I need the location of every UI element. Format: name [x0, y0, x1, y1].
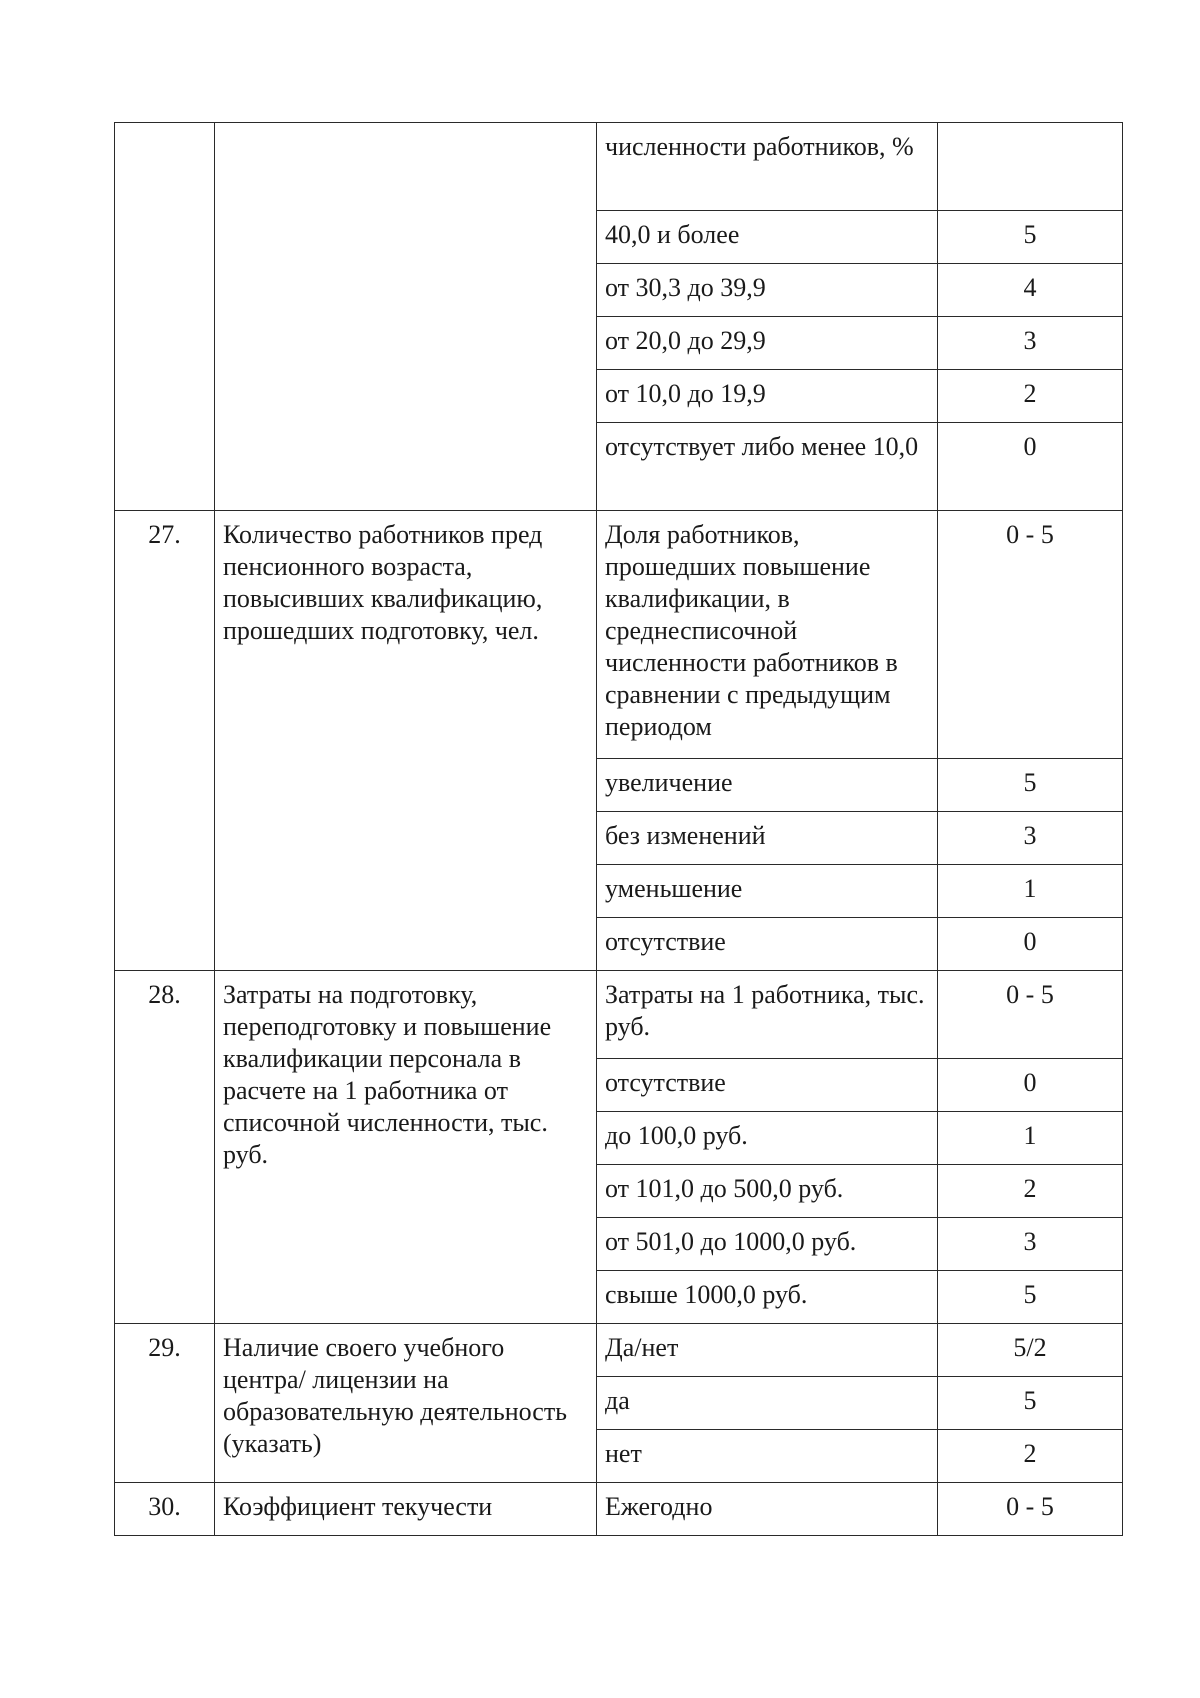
- criterion-cell: увеличение: [597, 759, 938, 812]
- criterion-cell: без изменений: [597, 812, 938, 865]
- table-row: [115, 1483, 1123, 1536]
- score-cell: 2: [938, 370, 1123, 423]
- criterion-cell: уменьшение: [597, 865, 938, 918]
- criterion-cell: отсутствие: [597, 1059, 938, 1112]
- criterion-cell: Да/нет: [597, 1324, 938, 1377]
- criterion-cell: да: [597, 1377, 938, 1430]
- criterion-cell: от 20,0 до 29,9: [597, 317, 938, 370]
- criterion-cell: 40,0 и более: [597, 211, 938, 264]
- score-cell: 2: [938, 1165, 1123, 1218]
- indicator-name: Количество работников пред пенсионного возраста, повысивших квалификацию, прошедших подготовку, чел.: [215, 511, 597, 971]
- indicator-name: Коэффициент текучести: [215, 1483, 597, 1536]
- criteria-table-body: [115, 123, 1123, 1536]
- criterion-cell: от 101,0 до 500,0 руб.: [597, 1165, 938, 1218]
- score-cell: 0 - 5: [938, 1483, 1123, 1536]
- criterion-cell: от 10,0 до 19,9: [597, 370, 938, 423]
- table-row: [115, 511, 1123, 759]
- score-cell: 0: [938, 1059, 1123, 1112]
- item-number: 29.: [115, 1324, 215, 1483]
- indicator-name: [215, 123, 597, 511]
- score-cell: 1: [938, 1112, 1123, 1165]
- criterion-cell: численности работников, %: [597, 123, 938, 211]
- score-cell: 5/2: [938, 1324, 1123, 1377]
- item-number: 28.: [115, 971, 215, 1324]
- criterion-cell: от 30,3 до 39,9: [597, 264, 938, 317]
- criterion-cell: Доля работников, прошедших повышение квалификации, в среднесписочной численности работников в сравнении с предыдущим периодом: [597, 511, 938, 759]
- criterion-cell: Затраты на 1 работника, тыс. руб.: [597, 971, 938, 1059]
- table-row: [115, 123, 1123, 211]
- item-number: 27.: [115, 511, 215, 971]
- score-cell: 0: [938, 423, 1123, 511]
- score-cell: 5: [938, 211, 1123, 264]
- score-cell: [938, 123, 1123, 211]
- score-cell: 0: [938, 918, 1123, 971]
- criterion-cell: от 501,0 до 1000,0 руб.: [597, 1218, 938, 1271]
- score-cell: 0 - 5: [938, 971, 1123, 1059]
- criterion-cell: до 100,0 руб.: [597, 1112, 938, 1165]
- score-cell: 0 - 5: [938, 511, 1123, 759]
- score-cell: 3: [938, 812, 1123, 865]
- item-number: 30.: [115, 1483, 215, 1536]
- criterion-cell: отсутствие: [597, 918, 938, 971]
- indicator-name: Наличие своего учебного центра/ лицензии на образовательную деятельность (указать): [215, 1324, 597, 1483]
- table-row: [115, 971, 1123, 1059]
- score-cell: 2: [938, 1430, 1123, 1483]
- score-cell: 5: [938, 759, 1123, 812]
- score-cell: 3: [938, 1218, 1123, 1271]
- criterion-cell: отсутствует либо менее 10,0: [597, 423, 938, 511]
- score-cell: 4: [938, 264, 1123, 317]
- score-cell: 1: [938, 865, 1123, 918]
- criterion-cell: свыше 1000,0 руб.: [597, 1271, 938, 1324]
- criteria-table: [114, 122, 1123, 1536]
- score-cell: 5: [938, 1377, 1123, 1430]
- criterion-cell: Ежегодно: [597, 1483, 938, 1536]
- indicator-name: Затраты на подготовку, переподготовку и повышение квалификации персонала в расчете на 1 работника от списочной численности, тыс. руб.: [215, 971, 597, 1324]
- score-cell: 5: [938, 1271, 1123, 1324]
- table-row: [115, 1324, 1123, 1377]
- item-number: [115, 123, 215, 511]
- score-cell: 3: [938, 317, 1123, 370]
- criterion-cell: нет: [597, 1430, 938, 1483]
